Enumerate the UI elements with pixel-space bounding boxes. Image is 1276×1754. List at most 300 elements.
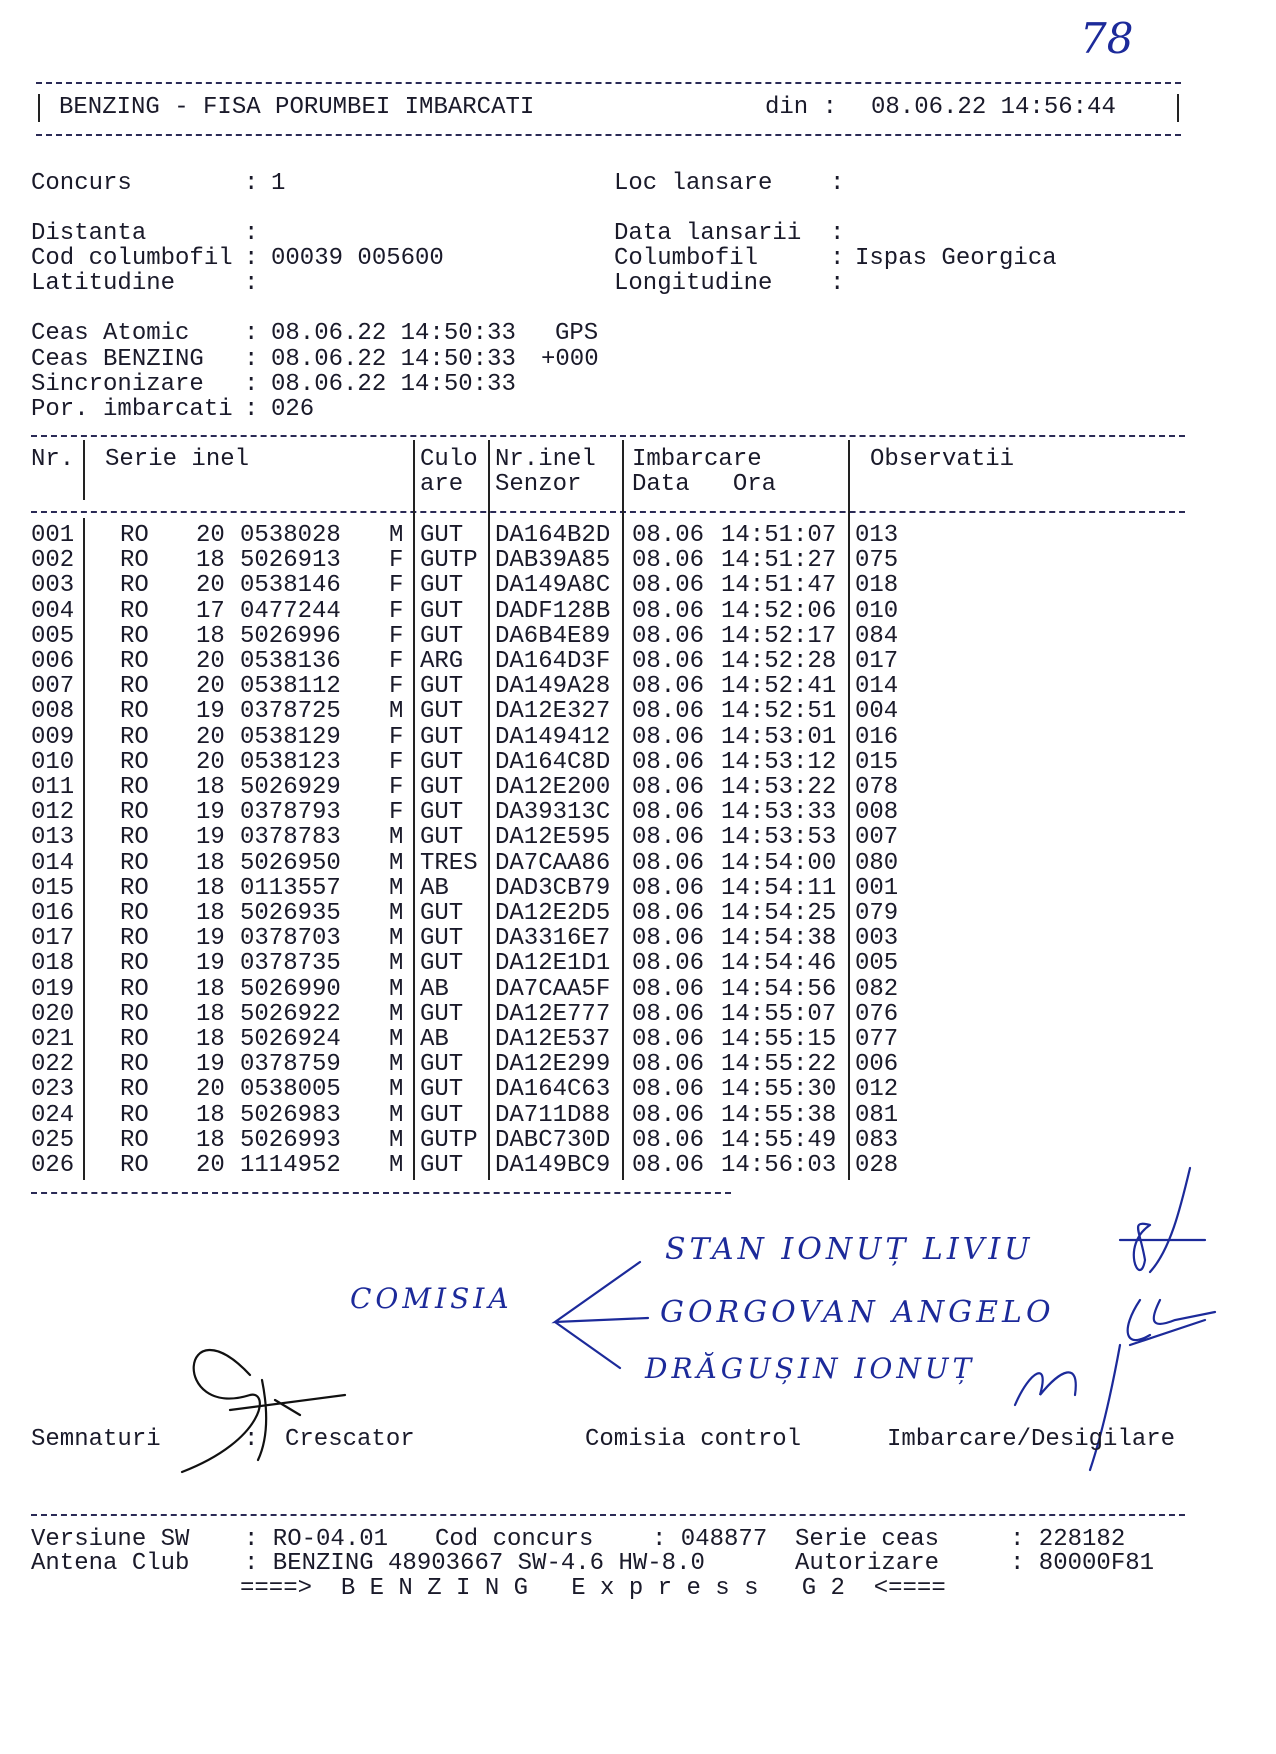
cell-senzor: DAB39A85 [495,547,611,575]
cell-obs: 075 [855,547,899,575]
cell-tara: RO [120,975,149,1003]
cell-obs: 076 [855,1000,899,1028]
cell-serie: 5026935 [240,900,341,927]
serie-ceas-value: : 228182 [1010,1526,1126,1553]
cell-data: 08.06 [632,648,705,675]
cell-ora: 14:53:22 [721,774,837,801]
cell-sex: M [389,1051,404,1079]
cell-senzor: DA12E299 [495,1051,611,1079]
table-top-border [31,435,1185,437]
cell-tara: RO [120,522,149,549]
cell-tara: RO [120,874,149,902]
cell-nr: 004 [31,597,75,625]
cell-obs: 077 [855,1026,899,1053]
longitudine-label: Longitudine [614,270,773,297]
cell-senzor: DA164C63 [495,1076,611,1104]
cell-nr: 025 [31,1126,75,1154]
cell-obs: 001 [855,874,899,902]
cell-ora: 14:53:53 [721,824,837,852]
cell-culoare: GUT [420,522,464,549]
cell-tara: RO [120,1076,149,1104]
cell-culoare: GUT [420,673,464,701]
cell-culoare: GUT [420,622,464,650]
cell-ora: 14:52:51 [721,698,837,726]
cell-serie: 1114952 [240,1152,341,1179]
antena-label: Antena Club [31,1550,190,1577]
cell-obs: 080 [855,849,899,877]
bracket-arrow [555,1262,648,1368]
cell-nr: 026 [31,1152,75,1179]
cell-nr: 007 [31,673,75,701]
cell-culoare: GUT [420,950,464,978]
cell-nr: 001 [31,522,75,549]
cell-an: 20 [196,1152,225,1179]
cell-culoare: GUT [420,572,464,600]
cell-nr: 006 [31,648,75,675]
cell-data: 08.06 [632,748,705,776]
cell-obs: 014 [855,673,899,701]
header-top-border [36,82,1181,84]
cell-nr: 023 [31,1076,75,1104]
cell-serie: 0477244 [240,597,341,625]
cell-data: 08.06 [632,874,705,902]
cell-data: 08.06 [632,572,705,600]
cell-ora: 14:54:38 [721,925,837,953]
cell-serie: 5026929 [240,774,341,801]
cell-obs: 004 [855,698,899,726]
cell-an: 20 [196,673,225,701]
cell-tara: RO [120,572,149,600]
footer-border [31,1514,1185,1516]
cell-tara: RO [120,648,149,675]
cell-serie: 0378783 [240,824,341,852]
cell-sex: M [389,824,404,852]
cell-data: 08.06 [632,673,705,701]
cell-culoare: GUT [420,723,464,751]
cell-an: 19 [196,799,225,827]
cell-serie: 5026990 [240,975,341,1003]
cell-ora: 14:55:49 [721,1126,837,1154]
header-left-border [38,94,40,122]
versiune-label: Versiune SW [31,1526,190,1553]
cell-obs: 083 [855,1126,899,1154]
signature-stan [1120,1168,1205,1272]
cell-tara: RO [120,1126,149,1154]
cell-senzor: DA12E595 [495,824,611,852]
cell-nr: 002 [31,547,75,575]
cell-senzor: DA12E327 [495,698,611,726]
cell-serie: 5026922 [240,1000,341,1028]
cell-senzor: DA164D3F [495,648,611,675]
cell-data: 08.06 [632,1000,705,1028]
cell-sex: M [389,1076,404,1104]
cell-an: 20 [196,648,225,675]
cell-senzor: DA12E777 [495,1000,611,1028]
cell-serie: 0538129 [240,723,341,751]
colon: : [244,320,259,347]
cell-serie: 0378793 [240,799,341,827]
cell-ora: 14:53:01 [721,723,837,751]
col-header-senzor: Senzor [495,471,582,498]
date-label: din : [765,94,838,121]
column-divider [413,440,415,1180]
cell-culoare: GUTP [420,1126,478,1154]
cell-data: 08.06 [632,975,705,1003]
column-divider [848,440,850,1180]
cell-obs: 003 [855,925,899,953]
cell-data: 08.06 [632,698,705,726]
cell-obs: 079 [855,900,899,927]
por-imbarcati-label: Por. imbarcati [31,396,233,423]
cell-tara: RO [120,673,149,701]
cell-tara: RO [120,1026,149,1053]
cell-obs: 007 [855,824,899,852]
col-header-culoare-2: are [420,471,464,498]
cell-sex: M [389,975,404,1003]
cell-serie: 5026993 [240,1126,341,1154]
cell-culoare: GUT [420,698,464,726]
semnaturi-label: Semnaturi [31,1426,161,1453]
cell-serie: 0538112 [240,673,341,701]
cell-nr: 008 [31,698,75,726]
cell-obs: 012 [855,1076,899,1104]
cell-tara: RO [120,1152,149,1179]
crescator-label: Crescator [285,1426,415,1453]
cell-senzor: DADF128B [495,597,611,625]
cell-an: 19 [196,698,225,726]
col-header-observatii: Observatii [870,446,1015,473]
cell-data: 08.06 [632,799,705,827]
cell-ora: 14:51:27 [721,547,837,575]
cell-senzor: DA3316E7 [495,925,611,953]
cell-obs: 010 [855,597,899,625]
columbofil-label: Columbofil [614,245,759,272]
cell-culoare: GUT [420,1051,464,1079]
cell-ora: 14:52:06 [721,597,837,625]
cell-an: 19 [196,950,225,978]
col-header-culoare: Culo [420,446,478,473]
cell-data: 08.06 [632,522,705,549]
cell-ora: 14:51:47 [721,572,837,600]
col-header-nr: Nr. [31,446,75,473]
cell-serie: 0113557 [240,874,341,902]
cell-an: 18 [196,622,225,650]
autorizare-value: : 80000F81 [1010,1550,1155,1577]
cell-obs: 078 [855,774,899,801]
por-imbarcati-value: 026 [271,396,315,423]
cell-culoare: GUT [420,799,464,827]
cell-serie: 0538028 [240,522,341,549]
cell-senzor: DA12E537 [495,1026,611,1053]
cell-nr: 010 [31,748,75,776]
cell-sex: F [389,723,404,751]
cell-an: 20 [196,1076,225,1104]
cell-data: 08.06 [632,1126,705,1154]
cell-ora: 14:55:15 [721,1026,837,1053]
cell-senzor: DA12E1D1 [495,950,611,978]
cell-an: 18 [196,874,225,902]
cell-nr: 014 [31,849,75,877]
cell-data: 08.06 [632,1051,705,1079]
cell-obs: 006 [855,1051,899,1079]
cell-senzor: DA711D88 [495,1101,611,1129]
signature-gorgovan [1128,1300,1215,1345]
concurs-value: 1 [271,170,286,197]
cell-senzor: DA149A8C [495,572,611,600]
cell-senzor: DAD3CB79 [495,874,611,902]
cell-sex: F [389,572,404,600]
ceas-atomic-source: GPS [555,320,599,347]
cell-senzor: DA149A28 [495,673,611,701]
cell-an: 18 [196,1026,225,1053]
cell-serie: 0538005 [240,1076,341,1104]
cell-serie: 5026913 [240,547,341,575]
cell-an: 20 [196,748,225,776]
cell-sex: F [389,622,404,650]
header-bottom-border [36,134,1181,136]
cell-nr: 018 [31,950,75,978]
colon: : [244,220,259,247]
cell-an: 20 [196,572,225,600]
cell-data: 08.06 [632,597,705,625]
cell-nr: 013 [31,824,75,852]
sincronizare-label: Sincronizare [31,371,204,398]
concurs-label: Concurs [31,170,132,197]
cell-nr: 009 [31,723,75,751]
cell-senzor: DA12E2D5 [495,900,611,927]
columbofil-value: Ispas Georgica [855,245,1057,272]
cell-sex: M [389,698,404,726]
cell-obs: 028 [855,1152,899,1179]
cell-data: 08.06 [632,925,705,953]
cell-serie: 5026983 [240,1101,341,1129]
cell-data: 08.06 [632,622,705,650]
cell-tara: RO [120,925,149,953]
cell-data: 08.06 [632,1026,705,1053]
cell-serie: 0538146 [240,572,341,600]
cell-an: 18 [196,547,225,575]
table-bottom-border [31,1192,731,1194]
cell-serie: 5026996 [240,622,341,650]
benzing-express-banner: ====> B E N Z I N G E x p r e s s G 2 <==== [240,1575,946,1602]
cell-data: 08.06 [632,547,705,575]
cell-sex: M [389,522,404,549]
table-header-border [31,511,1185,513]
cell-an: 18 [196,849,225,877]
cell-culoare: AB [420,1026,449,1053]
ceas-benzing-value: 08.06.22 14:50:33 [271,346,516,373]
ceas-benzing-offset: +000 [541,346,599,373]
cell-an: 18 [196,900,225,927]
cell-data: 08.06 [632,824,705,852]
autorizare-label: Autorizare [795,1550,940,1577]
colon: : [830,270,845,297]
print-date: 08.06.22 14:56:44 [871,94,1116,121]
cell-senzor: DA149BC9 [495,1152,611,1179]
cell-senzor: DA39313C [495,799,611,827]
cell-nr: 005 [31,622,75,650]
cell-ora: 14:51:07 [721,522,837,549]
column-divider [83,440,85,500]
cell-senzor: DABC730D [495,1126,611,1154]
comisia-control-label: Comisia control [585,1426,802,1453]
cell-tara: RO [120,950,149,978]
cell-senzor: DA12E200 [495,774,611,801]
colon: : [244,346,259,373]
cell-sex: F [389,547,404,575]
cell-culoare: TRES [420,849,478,877]
cell-an: 20 [196,723,225,751]
cell-sex: F [389,774,404,801]
cell-tara: RO [120,1000,149,1028]
cell-nr: 020 [31,1000,75,1028]
cell-senzor: DA164C8D [495,748,611,776]
cell-nr: 019 [31,975,75,1003]
cell-sex: M [389,900,404,927]
cell-tara: RO [120,547,149,575]
cell-ora: 14:54:56 [721,975,837,1003]
cell-obs: 081 [855,1101,899,1129]
cell-tara: RO [120,597,149,625]
colon: : [830,220,845,247]
cell-data: 08.06 [632,1076,705,1104]
cell-an: 17 [196,597,225,625]
cell-serie: 0538136 [240,648,341,675]
colon: : [244,371,259,398]
cell-ora: 14:54:46 [721,950,837,978]
cell-senzor: DA149412 [495,723,611,751]
cell-nr: 012 [31,799,75,827]
cell-tara: RO [120,774,149,801]
handwritten-comisia: COMISIA [350,1282,513,1315]
cell-nr: 017 [31,925,75,953]
colon: : [830,245,845,272]
cell-ora: 14:53:33 [721,799,837,827]
cell-sex: F [389,799,404,827]
cell-sex: F [389,597,404,625]
cell-nr: 024 [31,1101,75,1129]
cell-ora: 14:55:38 [721,1101,837,1129]
cell-obs: 016 [855,723,899,751]
document-title: BENZING - FISA PORUMBEI IMBARCATI [59,94,535,121]
cell-culoare: GUT [420,1076,464,1104]
cell-tara: RO [120,824,149,852]
cell-ora: 14:55:30 [721,1076,837,1104]
cell-obs: 013 [855,522,899,549]
cell-obs: 018 [855,572,899,600]
serie-ceas-label: Serie ceas [795,1526,940,1553]
column-divider [622,440,624,1180]
cod-concurs-label: Cod concurs [435,1526,594,1553]
handwritten-member-2: GORGOVAN ANGELO [660,1295,1055,1330]
cell-nr: 003 [31,572,75,600]
semnaturi-colon: : [244,1426,259,1453]
cell-obs: 008 [855,799,899,827]
cell-senzor: DA164B2D [495,522,611,549]
cell-an: 18 [196,1126,225,1154]
cell-nr: 011 [31,774,75,801]
signature-crescator [182,1350,345,1472]
cell-ora: 14:52:17 [721,622,837,650]
cell-tara: RO [120,698,149,726]
cell-data: 08.06 [632,950,705,978]
cell-an: 19 [196,925,225,953]
colon: : [244,170,259,197]
cod-columbofil-value: 00039 005600 [271,245,444,272]
cell-serie: 0378725 [240,698,341,726]
latitudine-label: Latitudine [31,270,176,297]
cell-nr: 016 [31,900,75,927]
cell-sex: M [389,849,404,877]
sincronizare-value: 08.06.22 14:50:33 [271,371,516,398]
cell-an: 18 [196,1000,225,1028]
colon: : [830,170,845,197]
handwritten-member-1: STAN IONUȚ LIVIU [665,1232,1034,1267]
cell-sex: F [389,748,404,776]
cell-tara: RO [120,849,149,877]
cell-culoare: GUT [420,925,464,953]
cell-culoare: GUTP [420,547,478,575]
cell-sex: M [389,1101,404,1129]
cell-an: 19 [196,1051,225,1079]
ceas-atomic-label: Ceas Atomic [31,320,190,347]
cell-culoare: GUT [420,1152,464,1179]
cell-ora: 14:54:25 [721,900,837,927]
cell-sex: M [389,874,404,902]
cell-sex: M [389,1026,404,1053]
column-divider [83,518,85,1180]
cell-serie: 5026924 [240,1026,341,1053]
ceas-benzing-label: Ceas BENZING [31,346,204,373]
cell-nr: 021 [31,1026,75,1053]
ceas-atomic-value: 08.06.22 14:50:33 [271,320,516,347]
cell-an: 18 [196,975,225,1003]
cell-an: 18 [196,774,225,801]
data-lansarii-label: Data lansarii [614,220,802,247]
cell-ora: 14:53:12 [721,748,837,776]
cell-sex: M [389,950,404,978]
cell-serie: 0378703 [240,925,341,953]
cell-tara: RO [120,622,149,650]
cod-concurs-value: : 048877 [652,1526,768,1553]
cell-ora: 14:54:00 [721,849,837,877]
cell-culoare: GUT [420,748,464,776]
cell-tara: RO [120,799,149,827]
page-number: 78 [1080,14,1134,63]
cell-nr: 015 [31,874,75,902]
cell-culoare: AB [420,874,449,902]
cell-obs: 015 [855,748,899,776]
cell-tara: RO [120,1101,149,1129]
cell-data: 08.06 [632,1101,705,1129]
imbarcare-desigilare-label: Imbarcare/Desigilare [887,1426,1176,1453]
cell-ora: 14:55:22 [721,1051,837,1079]
cell-culoare: GUT [420,597,464,625]
cell-culoare: GUT [420,1101,464,1129]
cell-culoare: GUT [420,1000,464,1028]
cell-culoare: ARG [420,648,464,675]
cell-serie: 0538123 [240,748,341,776]
column-divider [488,440,490,1180]
cell-sex: F [389,673,404,701]
cell-serie: 0378759 [240,1051,341,1079]
cell-nr: 022 [31,1051,75,1079]
cell-sex: M [389,1000,404,1028]
col-header-imbarcare: Imbarcare [632,446,762,473]
cell-culoare: GUT [420,824,464,852]
cell-an: 18 [196,1101,225,1129]
cell-data: 08.06 [632,723,705,751]
